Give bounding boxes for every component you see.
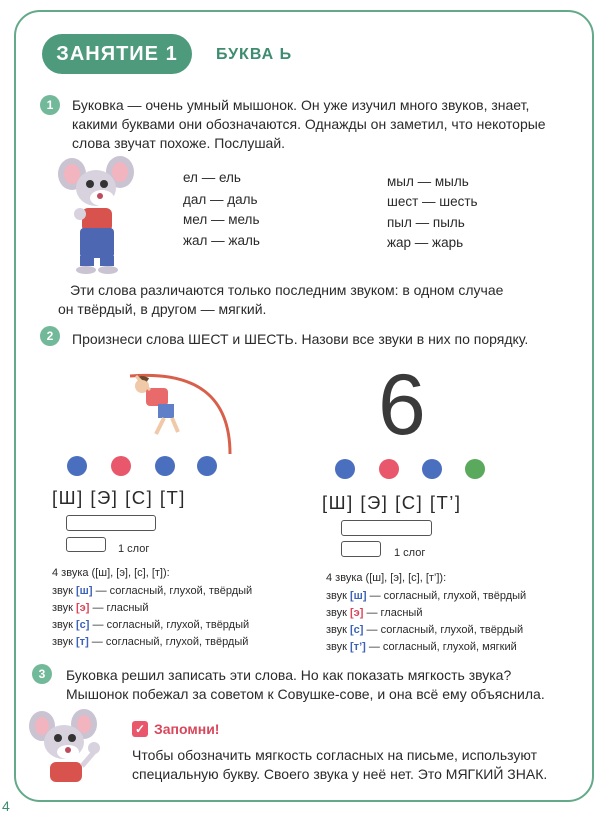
checkmark-icon: ✓: [132, 721, 148, 737]
word-pair: шест — шесть: [387, 194, 478, 209]
sound-circle-hard: [155, 456, 175, 476]
sound-line: звук [э] — гласный: [52, 602, 149, 614]
lesson-title: БУКВА Ь: [216, 46, 293, 63]
syllable-box: [66, 537, 106, 552]
sound-circle-hard: [67, 456, 87, 476]
mouse-illustration: [58, 152, 140, 274]
remember-title: Запомни!: [154, 721, 220, 737]
task2-text: Произнеси слова ШЕСТ и ШЕСТЬ. Назови все звуки в них по порядку.: [72, 331, 529, 347]
word-pair: жал — жаль: [183, 233, 260, 248]
remember-line: Чтобы обозначить мягкость согласных на письме, используют: [132, 747, 537, 763]
sound-circle-hard: [335, 459, 355, 479]
sound-transcription: [Ш] [Э] [С] [Т’]: [322, 492, 462, 513]
word-pair: жар — жарь: [387, 235, 464, 250]
sound-circle-vowel: [379, 459, 399, 479]
word-pair: мыл — мыль: [387, 174, 469, 189]
word-pair: ел — ель: [183, 170, 241, 185]
sound-circle-hard: [197, 456, 217, 476]
task3-text: [66, 666, 545, 704]
task-number-3: 3: [32, 664, 52, 684]
task1-conclusion: [44, 281, 580, 319]
word-pair: мел — мель: [183, 212, 260, 227]
syllable-box: [341, 541, 381, 557]
conclusion-line: он твёрдый, в другом — мягкий.: [58, 301, 267, 317]
sound-circle-soft: [465, 459, 485, 479]
task3-line: Буковка решил записать эти слова. Но как показать мягкость звука?: [66, 667, 512, 683]
task-number-1: 1: [40, 95, 60, 115]
task3-line: Мышонок побежал за советом к Совушке-сове, и она всё ему объяснила.: [66, 686, 545, 702]
task-number-2: 2: [40, 326, 60, 346]
word-scheme-box: [341, 520, 432, 536]
sound-line: звук [ш] — согласный, глухой, твёрдый: [326, 590, 527, 602]
word-pair: пыл — пыль: [387, 215, 465, 230]
lesson-badge: ЗАНЯТИЕ 1: [42, 34, 192, 74]
sound-transcription: [Ш] [Э] [С] [Т]: [52, 487, 186, 508]
number-six-image: 6: [378, 357, 426, 453]
sound-line: звук [э] — гласный: [326, 607, 423, 619]
sound-circle-vowel: [111, 456, 131, 476]
remember-line: специальную букву. Своего звука у неё нет. Это МЯГКИЙ ЗНАК.: [132, 766, 548, 782]
sound-summary: 4 звука ([ш], [э], [с], [т’]):: [326, 572, 447, 584]
task1-line: какими буквами они обозначаются. Однажды он заметил, что некоторые: [72, 116, 546, 132]
word-pair: дал — даль: [183, 192, 258, 207]
task1-line: Буковка — очень умный мышонок. Он уже изучил много звуков, знает,: [72, 97, 530, 113]
sound-line: звук [т’] — согласный, глухой, мягкий: [326, 641, 517, 653]
sound-line: звук [с] — согласный, глухой, твёрдый: [52, 619, 250, 631]
task1-line: слова звучат похоже. Послушай.: [72, 135, 286, 151]
remember-text: [132, 746, 547, 784]
pole-vault-illustration: [120, 368, 246, 458]
syllable-count: 1 слог: [118, 543, 150, 555]
sound-circle-hard: [422, 459, 442, 479]
page-number: 4: [2, 798, 10, 814]
word-scheme-box: [66, 515, 156, 531]
sound-summary: 4 звука ([ш], [э], [с], [т]):: [52, 567, 170, 579]
conclusion-line: Эти слова различаются только последним звуком: в одном случае: [70, 282, 504, 298]
sound-line: звук [с] — согласный, глухой, твёрдый: [326, 624, 524, 636]
syllable-count: 1 слог: [394, 547, 426, 559]
sound-line: звук [т] — согласный, глухой, твёрдый: [52, 636, 249, 648]
sound-line: звук [ш] — согласный, глухой, твёрдый: [52, 585, 253, 597]
task1-text: [72, 96, 546, 153]
mouse-waving-illustration: [28, 708, 116, 784]
